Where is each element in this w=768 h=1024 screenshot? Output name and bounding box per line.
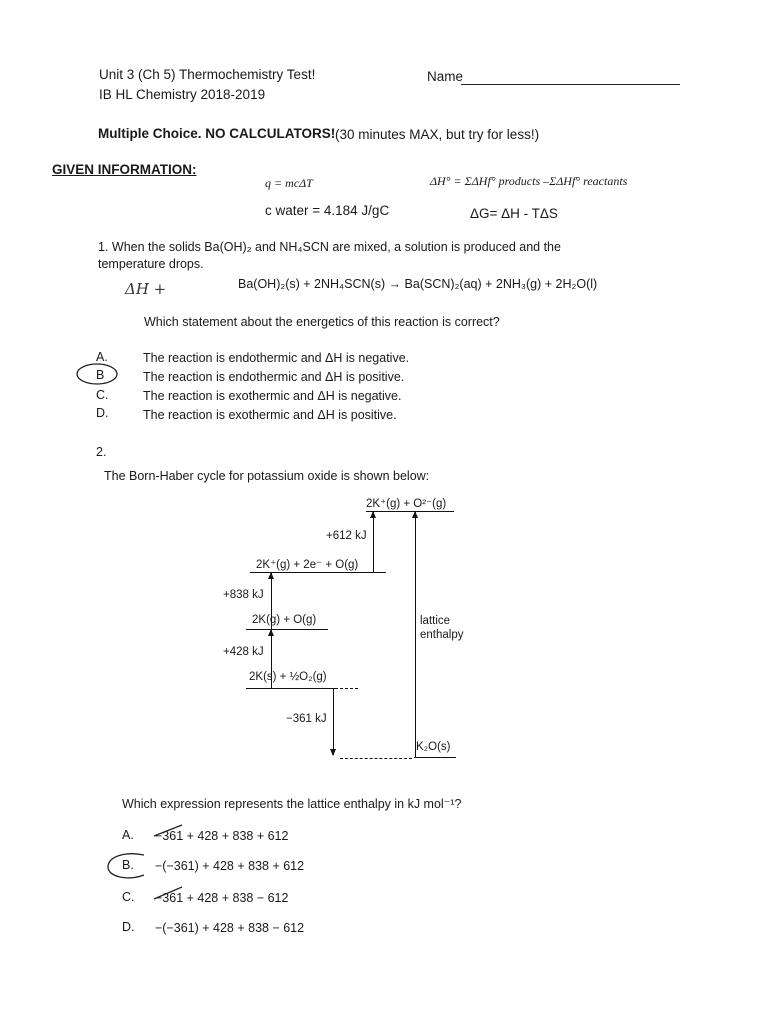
option-text: The reaction is endothermic and ΔH is positive.: [143, 370, 405, 384]
level-product-dash: [340, 758, 412, 759]
specific-heat-water: c water = 4.184 J/gC: [265, 203, 390, 218]
level-product: [414, 757, 456, 758]
level-top: [366, 511, 454, 512]
course-line: IB HL Chemistry 2018-2019: [99, 87, 266, 102]
option-text: The reaction is exothermic and ΔH is negative.: [143, 389, 402, 403]
handwritten-note: ΔH +: [125, 280, 167, 298]
option-letter: D.: [96, 406, 109, 420]
arrow-361: [333, 689, 334, 755]
option-letter: D.: [122, 920, 135, 934]
q2-question: Which expression represents the lattice enthalpy in kJ mol⁻¹?: [122, 797, 462, 811]
step-838-label: +838 kJ: [223, 589, 264, 601]
q2-number: 2.: [96, 445, 107, 459]
level-product-label: K₂O(s): [416, 741, 451, 753]
answer-circle-q2: [104, 851, 150, 883]
step-428-label: +428 kJ: [223, 646, 264, 658]
strike-mark-a: [152, 822, 186, 842]
answer-circle-q1: [74, 362, 120, 386]
strike-mark-c: [152, 884, 186, 904]
formula-heat: q = mcΔT: [265, 176, 313, 190]
given-heading: GIVEN INFORMATION:: [52, 162, 197, 177]
option-text: −(−361) + 428 + 838 + 612: [155, 859, 305, 873]
level-top-label: 2K⁺(g) + O²⁻(g): [366, 498, 447, 510]
option-letter: A.: [96, 350, 108, 364]
arrow-lattice: [415, 512, 416, 757]
option-letter: C.: [122, 890, 135, 904]
option-letter: B.: [122, 858, 134, 872]
time-note: (30 minutes MAX, but try for less!): [335, 127, 540, 142]
name-field[interactable]: [461, 84, 680, 85]
level-elements-label: 2K(s) + ½O₂(g): [249, 671, 327, 683]
step-612-label: +612 kJ: [326, 530, 367, 542]
q2-intro: The Born-Haber cycle for potassium oxide is shown below:: [104, 469, 430, 483]
formula-gibbs: ΔG= ΔH - TΔS: [470, 206, 558, 221]
name-label: Name: [427, 69, 464, 84]
level-ions-label: 2K⁺(g) + 2e⁻ + O(g): [256, 559, 359, 571]
test-title: Unit 3 (Ch 5) Thermochemistry Test!: [99, 67, 316, 82]
arrow-612: [373, 512, 374, 572]
option-letter: A.: [122, 828, 134, 842]
level-atoms: [246, 629, 328, 630]
option-text: −361 + 428 + 838 − 612: [155, 891, 289, 905]
q1-stem-line2: temperature drops.: [98, 257, 204, 271]
option-letter: C.: [96, 388, 109, 402]
q1-stem-line1: 1. When the solids Ba(OH)₂ and NH₄SCN are mixed, a solution is produced and the: [98, 240, 561, 254]
lattice-label-1: lattice: [420, 615, 451, 627]
q1-question: Which statement about the energetics of this reaction is correct?: [144, 315, 500, 329]
option-text: −(−361) + 428 + 838 − 612: [155, 921, 305, 935]
level-elements-dash: [340, 688, 358, 689]
section-instructions: Multiple Choice. NO CALCULATORS!: [98, 126, 336, 141]
level-elements: [246, 688, 338, 689]
option-text: The reaction is endothermic and ΔH is negative.: [143, 351, 410, 365]
option-letter: B: [96, 368, 105, 382]
option-text: The reaction is exothermic and ΔH is positive.: [143, 408, 397, 422]
lattice-label-2: enthalpy: [420, 629, 464, 641]
option-text: −361 + 428 + 838 + 612: [155, 829, 289, 843]
q1-equation: Ba(OH)₂(s) + 2NH₄SCN(s) → Ba(SCN)₂(aq) + 2NH₃(g) + 2H₂O(l): [238, 277, 598, 291]
step-361-label: −361 kJ: [286, 713, 327, 725]
level-atoms-label: 2K(g) + O(g): [252, 614, 317, 626]
formula-enthalpy: ΔH° = ΣΔHf° products –ΣΔHf° reactants: [430, 174, 628, 188]
